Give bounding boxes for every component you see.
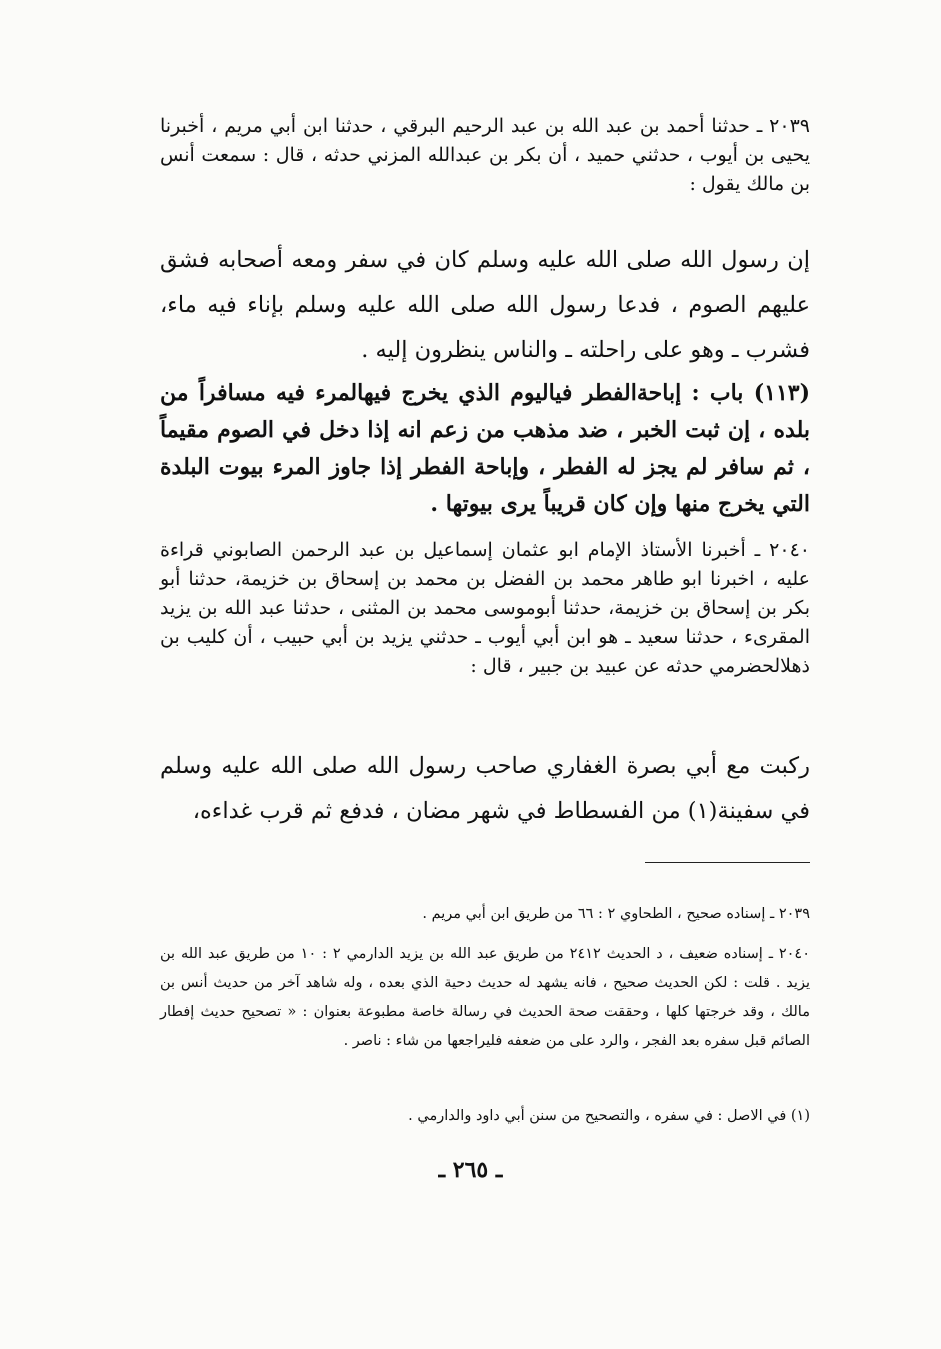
footnote-1: (١) في الاصل : في سفره ، والتصحيح من سنن أبي داود والدارمي .	[408, 1108, 810, 1124]
footnote-2040: ٢٠٤٠ ـ إسناده ضعيف ، د الحديث ٢٤١٢ من طريق عبد الله بن يزيد الدارمي ٢ : ١٠ من طريق عبد الله بن يزيد . قلت : لكن الحديث صحيح ، فانه يشهد له حديث دحية الذي بعده ، وله شاهد آخر من حديث أنس بن مالك ، وقد خرجتها كلها ، وحققت صحة الحديث في رسالة خاصة مطبوعة بعنوان : « تصحيح حديث إفطار الصائم قبل سفره بعد الفجر ، والرد على من ضعفه فليراجعها من شاء : ناصر .	[160, 946, 810, 1049]
page-number: ـ ٢٦٥ ـ	[438, 1157, 503, 1183]
footnote-separator	[645, 862, 810, 863]
hadith-2039-isnad: ٢٠٣٩ ـ حدثنا أحمد بن عبد الله بن عبد الرحيم البرقي ، حدثنا ابن أبي مريم ، أخبرنا يحيى بن أيوب ، حدثني حميد ، أن بكر بن عبدالله المزني حدثه ، قال : سمعت أنس بن مالك يقول :	[160, 115, 810, 195]
hadith-2040-matn: ركبت مع أبي بصرة الغفاري صاحب رسول الله صلى الله عليه وسلم في سفينة(١) من الفسطاط في شهر مضان ، فدفع ثم قرب غداءه،	[160, 753, 810, 824]
hadith-2040-isnad: ٢٠٤٠ ـ أخبرنا الأستاذ الإمام ابو عثمان إسماعيل بن عبد الرحمن الصابوني قراءة عليه ، اخبرنا ابو طاهر محمد بن الفضل بن محمد بن إسحاق بن خزيمة، حدثنا أبو بكر بن إسحاق بن خزيمة، حدثنا أبوموسى محمد بن المثنى ، حدثنا عبد الله بن يزيد المقرىء ، حدثنا سعيد ـ هو ابن أبي أيوب ـ حدثني يزيد بن أبي حبيب ، أن كليب بن ذهلالحضرمي حدثه عن عبيد بن جبير ، قال :	[160, 539, 810, 677]
chapter-heading: (١١٣) باب : إباحةالفطر فياليوم الذي يخرج فيهالمرء فيه مسافراً من بلده ، إن ثبت الخبر ، ضد مذهب من زعم انه إذا دخل في الصوم مقيماً ، ثم سافر لم يجز له الفطر ، وإباحة الفطر إذا جاوز المرء بيوت البلدة التي يخرج منها وإن كان قريباً يرى بيوتها .	[160, 380, 810, 517]
hadith-2039-matn: إن رسول الله صلى الله عليه وسلم كان في سفر ومعه أصحابه فشق عليهم الصوم ، فدعا رسول الله صلى الله عليه وسلم بإناء فيه ماء، فشرب ـ وهو على راحلته ـ والناس ينظرون إليه .	[160, 247, 810, 363]
footnote-2039: ٢٠٣٩ ـ إسناده صحيح ، الطحاوي ٢ : ٦٦ من طريق ابن أبي مريم .	[422, 906, 810, 922]
